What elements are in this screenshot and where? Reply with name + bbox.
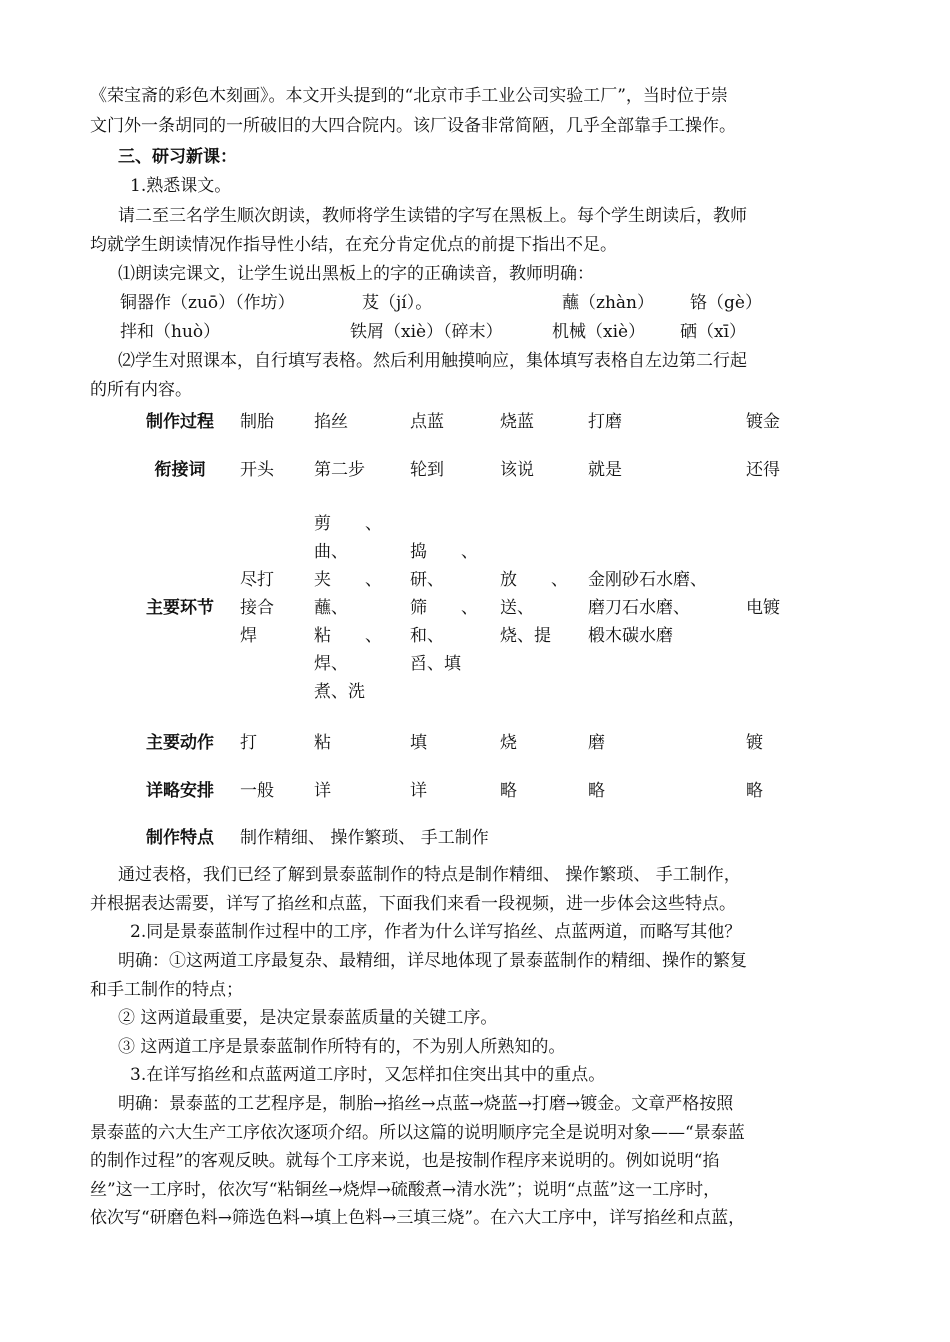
item-2-line-2: 的所有内容。 bbox=[90, 380, 192, 400]
answer-3-line-2: 景泰蓝的六大生产工序依次逐项介绍。所以这篇的说明顺序完全是说明对象——“景泰蓝 bbox=[90, 1123, 745, 1143]
table-cell: 开头 bbox=[240, 460, 274, 480]
table-row bbox=[120, 498, 806, 718]
question-3: 3.在详写掐丝和点蓝两道工序时，又怎样扣住突出其中的重点。 bbox=[130, 1065, 606, 1085]
table-cell: 略 bbox=[746, 781, 763, 801]
item-2-line-1: ⑵学生对照课本，自行填写表格。然后利用触摸响应，集体填写表格自左边第二行起 bbox=[118, 351, 747, 371]
table-cell: 就是 bbox=[588, 460, 622, 480]
process-table bbox=[120, 402, 806, 862]
table-cell-span: 制作精细、 操作繁琐、 手工制作 bbox=[240, 828, 489, 848]
paragraph-1-line-1: 请二至三名学生顺次朗读，教师将学生读错的字写在黑板上。每个学生朗读后，教师 bbox=[118, 206, 747, 226]
table-cell: 点蓝 bbox=[410, 412, 444, 432]
table-cell: 第二步 bbox=[314, 460, 365, 480]
intro-line-1: 《荣宝斋的彩色木刻画》。本文开头提到的“北京市手工业公司实验工厂”，当时位于崇 bbox=[90, 86, 728, 106]
row-header: 主要动作 bbox=[146, 733, 214, 753]
table-cell: 烧 bbox=[500, 733, 517, 753]
pinyin-8: 硒（xī） bbox=[680, 322, 747, 342]
intro-line-2: 文门外一条胡同的一所破旧的大四合院内。该厂设备非常简陋，几乎全部靠手工操作。 bbox=[90, 116, 736, 136]
table-cell: 磨 bbox=[588, 733, 605, 753]
row-header: 制作特点 bbox=[146, 828, 214, 848]
pinyin-1: 铜器作（zuō）（作坊） bbox=[120, 293, 295, 313]
table-cell: 镀 bbox=[746, 733, 763, 753]
table-row bbox=[120, 768, 806, 814]
answer-3-line-4: 丝”这一工序时，依次写“粘铜丝→烧焊→硫酸煮→清水洗”；说明“点蓝”这一工序时， bbox=[90, 1180, 721, 1200]
pinyin-3: 蘸（zhàn） bbox=[562, 293, 654, 313]
pinyin-7: 机械（xiè） bbox=[552, 322, 646, 342]
table-cell: 打磨 bbox=[588, 412, 622, 432]
table-cell: 该说 bbox=[500, 460, 534, 480]
item-1: ⑴朗读完课文，让学生说出黑板上的字的正确读音，教师明确： bbox=[118, 264, 594, 284]
table-cell: 详 bbox=[314, 781, 331, 801]
answer-3-line-3: 的制作过程”的客观反映。就每个工序来说，也是按制作程序来说明的。例如说明“掐 bbox=[90, 1151, 720, 1171]
table-cell: 还得 bbox=[746, 460, 780, 480]
paragraph-1-line-2: 均就学生朗读情况作指导性小结，在充分肯定优点的前提下指出不足。 bbox=[90, 235, 617, 255]
table-row bbox=[120, 814, 806, 862]
table-cell: 金刚砂石水磨、 磨刀石水磨、 椴木碳水磨 bbox=[588, 570, 707, 646]
table-cell: 放 、 送、 烧、提 bbox=[500, 570, 568, 646]
table-row bbox=[120, 718, 806, 768]
row-header: 详略安排 bbox=[146, 781, 214, 801]
pinyin-6: 铁屑（xiè）（碎末） bbox=[350, 322, 503, 342]
table-cell: 一般 bbox=[240, 781, 274, 801]
table-cell: 掐丝 bbox=[314, 412, 348, 432]
answer-2-point-3: ③ 这两道工序是景泰蓝制作所特有的，不为别人所熟知的。 bbox=[118, 1037, 566, 1057]
table-cell: 烧蓝 bbox=[500, 412, 534, 432]
table-cell: 略 bbox=[500, 781, 517, 801]
row-header: 衔接词 bbox=[154, 460, 206, 480]
pinyin-2: 芨（jí）。 bbox=[362, 293, 433, 313]
answer-3-line-1: 明确：景泰蓝的工艺程序是，制胎→掐丝→点蓝→烧蓝→打磨→镀金。文章严格按照 bbox=[118, 1094, 734, 1114]
paragraph-2-line-1: 通过表格，我们已经了解到景泰蓝制作的特点是制作精细、 操作繁琐、 手工制作， bbox=[118, 865, 741, 885]
paragraph-2-line-2: 并根据表达需要，详写了掐丝和点蓝，下面我们来看一段视频，进一步体会这些特点。 bbox=[90, 894, 736, 914]
table-row bbox=[120, 442, 806, 498]
section-heading: 三、研习新课： bbox=[118, 147, 237, 167]
pinyin-4: 铬（gè） bbox=[690, 293, 762, 313]
table-row bbox=[120, 402, 806, 442]
answer-3-line-5: 依次写“研磨色料→筛选色料→填上色料→三填三烧”。在六大工序中，详写掐丝和点蓝， bbox=[90, 1208, 746, 1228]
table-cell: 轮到 bbox=[410, 460, 444, 480]
table-cell: 捣 、 研、 筛 、 和、 舀、填 bbox=[410, 542, 478, 674]
question-2: 2.同是景泰蓝制作过程中的工序，作者为什么详写掐丝、点蓝两道，而略写其他？ bbox=[130, 922, 742, 942]
table-cell: 详 bbox=[410, 781, 427, 801]
table-cell: 镀金 bbox=[746, 412, 780, 432]
table-cell: 填 bbox=[410, 733, 427, 753]
table-cell: 打 bbox=[240, 733, 257, 753]
subsection-1-title: 1.熟悉课文。 bbox=[130, 176, 232, 196]
table-cell: 略 bbox=[588, 781, 605, 801]
table-cell: 剪 、 曲、 夹 、 蘸、 粘 、 焊、 煮、洗 bbox=[314, 514, 382, 702]
table-cell: 制胎 bbox=[240, 412, 274, 432]
answer-2-point-2: ② 这两道最重要，是决定景泰蓝质量的关键工序。 bbox=[118, 1008, 498, 1028]
table-cell: 尽打 接合 焊 bbox=[240, 570, 274, 646]
row-header: 制作过程 bbox=[146, 412, 214, 432]
pinyin-5: 拌和（huò） bbox=[120, 322, 221, 342]
table-cell: 粘 bbox=[314, 733, 331, 753]
answer-2-line-2: 和手工制作的特点； bbox=[90, 980, 243, 1000]
row-header: 主要环节 bbox=[146, 598, 214, 618]
answer-2-line-1: 明确：①这两道工序最复杂、最精细，详尽地体现了景泰蓝制作的精细、操作的繁复 bbox=[118, 951, 747, 971]
table-cell: 电镀 bbox=[746, 598, 780, 618]
